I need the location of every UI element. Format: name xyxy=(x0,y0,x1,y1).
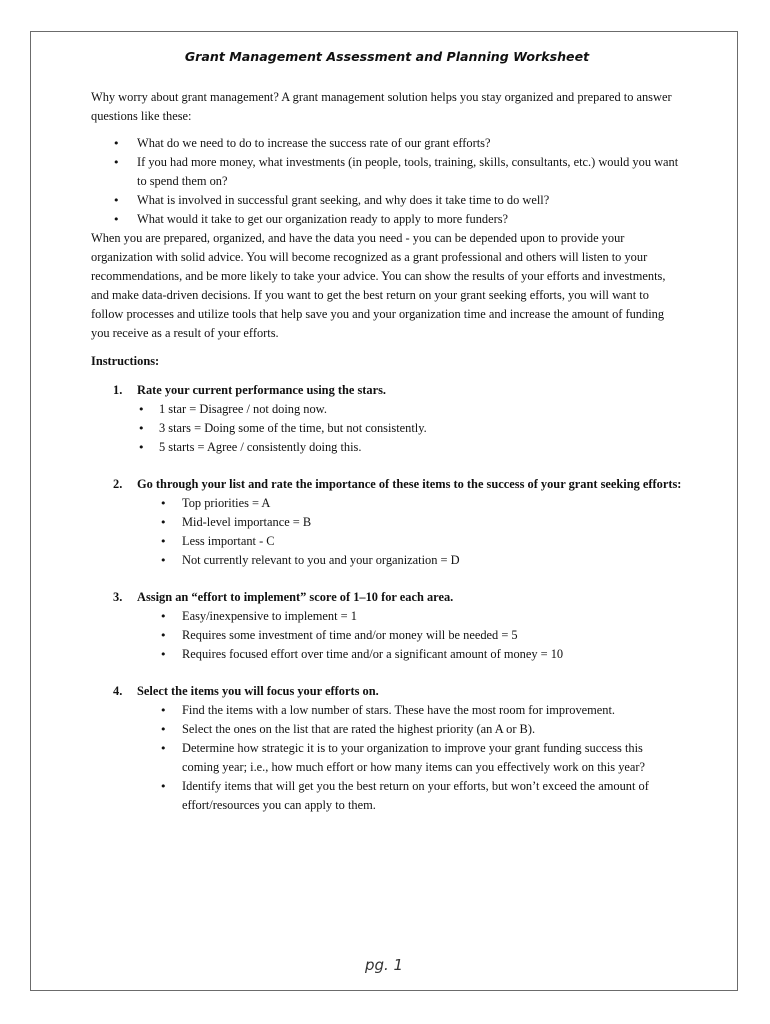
document-page xyxy=(30,31,738,991)
list-item: • Easy/inexpensive to implement = 1 xyxy=(137,607,683,626)
body-paragraph: When you are prepared, organized, and have the data you need - you can be depended upon to provide your organization with solid advice. You will become recognized as a grant professional and others will listen to your recommendations, and be more likely to take your advice. You can show the results of your efforts and investments, and make data-driven decisions. If you want to get the best return on your grant seeking efforts, you will want to follow processes and utilize tools that help save you and your organization time and increase the amount of funding you receive as a result of your efforts. xyxy=(91,231,666,340)
list-item: • Requires some investment of time and/or money will be needed = 5 xyxy=(137,626,683,645)
step-number: 3. xyxy=(113,590,123,604)
step-title: Select the items you will focus your efforts on. xyxy=(137,684,379,698)
step-bullets xyxy=(137,701,683,815)
list-item: • 1 star = Disagree / not doing now. xyxy=(137,400,683,419)
page-number: pg. 1 xyxy=(364,956,404,974)
list-item: • Select the ones on the list that are rated the highest priority (an A or B). xyxy=(137,720,683,739)
step-bullets xyxy=(137,400,683,457)
instruction-steps xyxy=(91,381,683,815)
list-item: • 5 starts = Agree / consistently doing this. xyxy=(137,438,683,457)
list-item: • Determine how strategic it is to your organization to improve your grant funding success this coming year; i.e., how much effort or how many items can you effectively work on this year? xyxy=(137,739,683,777)
list-item: • Less important - C xyxy=(137,532,683,551)
list-item: • Identify items that will get you the best return on your efforts, but won’t exceed the amount of effort/resources you can apply to them. xyxy=(137,777,683,815)
step-bullets xyxy=(137,607,683,664)
step-2 xyxy=(91,475,683,570)
step-3 xyxy=(91,588,683,664)
step-bullets xyxy=(137,494,683,570)
list-item: • Mid-level importance = B xyxy=(137,513,683,532)
step-title: Go through your list and rate the importance of these items to the success of your grant seeking efforts: xyxy=(137,477,682,491)
step-number: 1. xyxy=(113,383,123,397)
instructions-heading: Instructions: xyxy=(91,354,160,368)
question-list xyxy=(91,134,683,229)
list-item: • 3 stars = Doing some of the time, but not consistently. xyxy=(137,419,683,438)
page-content xyxy=(91,48,683,833)
list-item: • What do we need to do to increase the success rate of our grant efforts? xyxy=(91,134,683,153)
step-number: 2. xyxy=(113,477,123,491)
step-title: Rate your current performance using the stars. xyxy=(137,383,387,397)
step-4 xyxy=(91,682,683,815)
list-item: • Find the items with a low number of stars. These have the most room for improvement. xyxy=(137,701,683,720)
intro-paragraph: Why worry about grant management? A grant management solution helps you stay organized and prepared to answer questions like these: xyxy=(91,90,672,123)
step-1 xyxy=(91,381,683,457)
list-item: • What is involved in successful grant seeking, and why does it take time to do well? xyxy=(91,191,683,210)
page-title: Grant Management Assessment and Planning Worksheet xyxy=(184,49,590,64)
list-item: • Top priorities = A xyxy=(137,494,683,513)
list-item: • Not currently relevant to you and your organization = D xyxy=(137,551,683,570)
list-item: • Requires focused effort over time and/or a significant amount of money = 10 xyxy=(137,645,683,664)
list-item: • What would it take to get our organization ready to apply to more funders? xyxy=(91,210,683,229)
list-item: • If you had more money, what investments (in people, tools, training, skills, consultants, etc.) would you want to spend them on? xyxy=(91,153,683,191)
step-title: Assign an “effort to implement” score of 1–10 for each area. xyxy=(137,590,454,604)
step-number: 4. xyxy=(113,684,123,698)
